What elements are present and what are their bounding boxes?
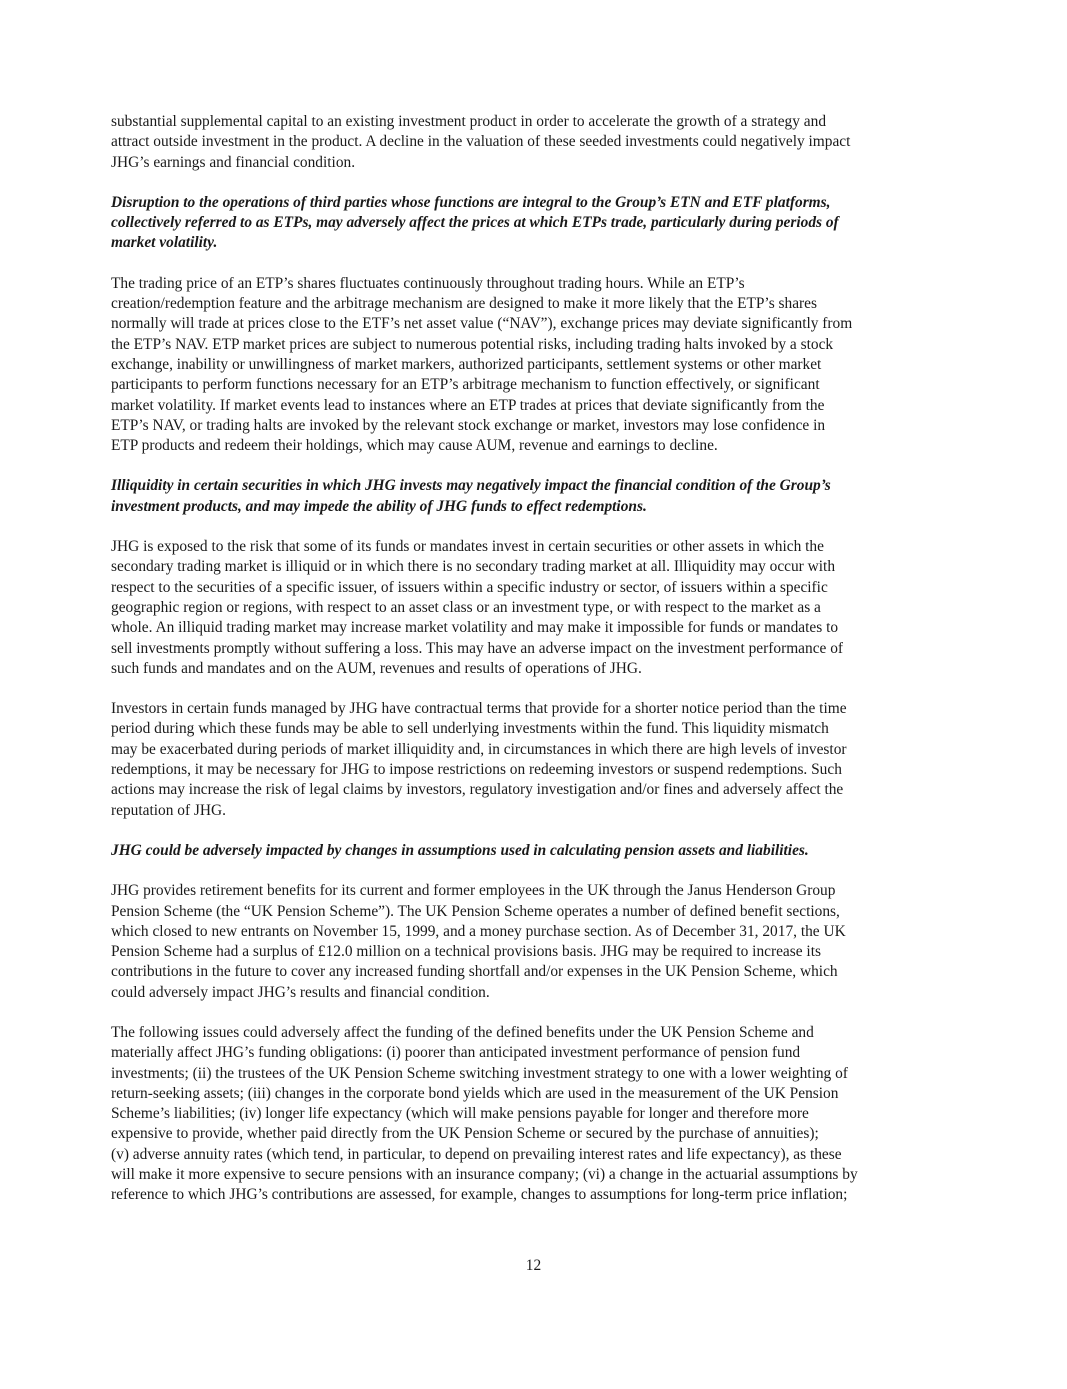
text-line: creation/redemption feature and the arbitrage mechanism are designed to make it more likely that the ETP’s shares [111, 295, 817, 313]
text-line: expensive to provide, whether paid directly from the UK Pension Scheme or secured by the purchase of annuities); [111, 1125, 819, 1143]
paragraph-pension-scheme [111, 881, 961, 1003]
text-line: ETP products and redeem their holdings, which may cause AUM, revenue and earnings to decline. [111, 437, 718, 455]
text-line: exchange, inability or unwillingness of market markers, authorized participants, settlement systems or other market [111, 355, 822, 373]
text-line: JHG could be adversely impacted by changes in assumptions used in calculating pension assets and liabilities. [111, 841, 809, 859]
text-line: sell investments promptly without suffering a loss. This may have an adverse impact on the investment performance of [111, 639, 844, 657]
text-line: ETP’s NAV, or trading halts are invoked by the relevant stock exchange or market, investors may lose confidence in [111, 416, 826, 434]
text-line: which closed to new entrants on November 15, 1999, and a money purchase section. As of December 31, 2017, the UK [111, 922, 846, 940]
text-line: redemptions, it may be necessary for JHG to impose restrictions on redeeming investors or suspend redemptions. Such [111, 761, 842, 779]
text-line: whole. An illiquid trading market may increase market volatility and may make it impossible for funds or mandates to [111, 619, 839, 637]
text-line: Disruption to the operations of third parties whose functions are integral to the Group’s ETN and ETF platforms, [111, 193, 831, 211]
text-line: geographic region or regions, with respect to an asset class or an investment type, or with respect to the market as a [111, 598, 821, 616]
text-line: such funds and mandates and on the AUM, revenues and results of operations of JHG. [111, 659, 642, 677]
paragraph-etp-trading-price [111, 274, 961, 457]
text-line: investments; (ii) the trustees of the UK Pension Scheme switching investment strategy to one with a lower weighting of [111, 1064, 848, 1082]
text-line: Illiquidity in certain securities in which JHG invests may negatively impact the financial condition of the Group’s [111, 477, 831, 495]
text-line: may be exacerbated during periods of market illiquidity and, in circumstances in which there are high levels of investor [111, 740, 847, 758]
text-line: contributions in the future to cover any increased funding shortfall and/or expenses in the UK Pension Scheme, which [111, 963, 838, 981]
heading-etp-disruption [111, 193, 961, 254]
text-line: attract outside investment in the product. A decline in the valuation of these seeded investments could negatively impact [111, 133, 851, 151]
paragraph-liquidity-mismatch [111, 699, 961, 821]
paragraph-pension-funding-issues [111, 1023, 961, 1206]
text-line: JHG provides retirement benefits for its current and former employees in the UK through the Janus Henderson Group [111, 882, 836, 900]
text-line: could adversely impact JHG’s results and financial condition. [111, 983, 490, 1001]
text-line: market volatility. [111, 234, 218, 252]
text-line: substantial supplemental capital to an existing investment product in order to accelerate the growth of a strategy and [111, 113, 827, 130]
text-line: investment products, and may impede the ability of JHG funds to effect redemptions. [111, 497, 647, 515]
text-line: period during which these funds may be able to sell underlying investments within the fund. This liquidity mismatch [111, 720, 829, 738]
text-line: will make it more expensive to secure pensions with an insurance company; (vi) a change in the actuarial assumptions by [111, 1166, 858, 1184]
text-line: market volatility. If market events lead to instances where an ETP trades at prices that deviate significantly from the [111, 396, 825, 414]
text-line: secondary trading market is illiquid or in which there is no secondary trading market at all. Illiquidity may occur with [111, 558, 836, 576]
text-line: the ETP’s NAV. ETP market prices are subject to numerous potential risks, including trading halts invoked by a stock [111, 335, 834, 353]
text-line: Pension Scheme had a surplus of £12.0 million on a technical provisions basis. JHG may be required to increase its [111, 943, 821, 961]
text-line: Pension Scheme (the “UK Pension Scheme”). The UK Pension Scheme operates a number of defined benefit sections, [111, 902, 840, 920]
text-line: respect to the securities of a specific issuer, of issuers within a specific industry or sector, of issuers within a specific [111, 578, 828, 596]
text-line: The following issues could adversely affect the funding of the defined benefits under the UK Pension Scheme and [111, 1023, 814, 1041]
heading-illiquidity [111, 476, 961, 517]
text-line: Investors in certain funds managed by JHG have contractual terms that provide for a shorter notice period than the time [111, 700, 847, 718]
paragraph-illiquidity-risk [111, 537, 961, 679]
text-line: reputation of JHG. [111, 801, 226, 819]
text-line: JHG’s earnings and financial condition. [111, 153, 356, 171]
text-line: (v) adverse annuity rates (which tend, in particular, to depend on prevailing interest rates and life expectancy), as these [111, 1145, 842, 1163]
text-line: The trading price of an ETP’s shares fluctuates continuously throughout trading hours. While an ETP’s [111, 274, 745, 292]
text-line: actions may increase the risk of legal claims by investors, regulatory investigation and/or fines and adversely affect the [111, 781, 844, 799]
text-line: Scheme’s liabilities; (iv) longer life expectancy (which will make pensions payable for longer and therefore more [111, 1105, 809, 1123]
text-line: collectively referred to as ETPs, may adversely affect the prices at which ETPs trade, particularly during periods of [111, 214, 839, 232]
page-content [111, 112, 961, 1206]
text-line: participants to perform functions necessary for an ETP’s arbitrage mechanism to function effectively, or significant [111, 376, 820, 394]
text-line: materially affect JHG’s funding obligations: (i) poorer than anticipated investment performance of pension fund [111, 1044, 801, 1062]
page-number: 12 [525, 1257, 542, 1274]
text-line: reference to which JHG’s contributions are assessed, for example, changes to assumptions for long-term price inflation; [111, 1186, 848, 1204]
text-line: normally will trade at prices close to the ETF’s net asset value (“NAV”), exchange prices may deviate significantly from [111, 315, 853, 333]
heading-pension-assumptions [111, 841, 961, 861]
text-line: JHG is exposed to the risk that some of its funds or mandates invest in certain securities or other assets in which the [111, 538, 824, 556]
paragraph-seeded-investments [111, 112, 961, 173]
text-line: return-seeking assets; (iii) changes in the corporate bond yields which are used in the measurement of the UK Pension [111, 1084, 839, 1102]
